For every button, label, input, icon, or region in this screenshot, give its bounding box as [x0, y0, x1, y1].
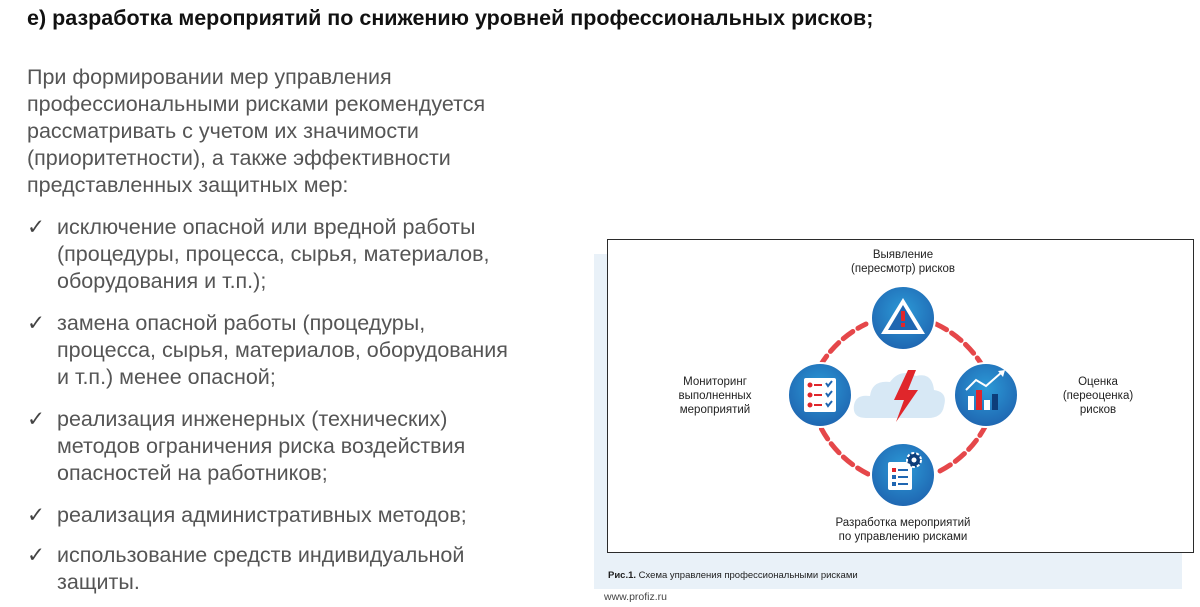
intro-paragraph: При формировании мер управления профессиональными рисками рекомендуется рассматривать с учетом их значимости (приоритетности), а также эффективности представленных защитных мер: — [27, 65, 486, 197]
arrow-left-top — [820, 324, 866, 366]
list-item — [27, 214, 597, 310]
caption-prefix: Рис.1. — [608, 570, 637, 581]
bar-chart-icon — [954, 363, 1018, 427]
arrow-right-bottom — [938, 425, 986, 472]
checkmark-icon: ✓ — [27, 311, 46, 335]
label-development: Разработка мероприятий по управлению рисками — [835, 517, 971, 543]
risk-management-diagram — [607, 239, 1194, 553]
lightning-cloud-icon — [854, 370, 945, 422]
section-heading: е) разработка мероприятий по снижению уровней профессиональных рисков; — [27, 6, 874, 30]
gear-checklist-icon — [871, 443, 935, 507]
arrow-bottom-left — [820, 426, 868, 474]
label-monitoring: Мониторинг выполненных мероприятий — [678, 376, 752, 416]
list-item-text: реализация инженерных (технических) методов ограничения риска воздействия опасностей на работников; — [57, 407, 466, 485]
list-item-text: исключение опасной или вредной работы (процедуры, процесса, сырья, материалов, оборудования и т.п.); — [57, 215, 490, 293]
list-item-text: использование средств индивидуальной защиты. — [57, 543, 465, 594]
checkmark-icon: ✓ — [27, 503, 46, 527]
website-link[interactable]: www.profiz.ru — [604, 591, 668, 603]
label-assessment: Оценка (переоценка) рисков — [1062, 376, 1134, 416]
checkmark-icon: ✓ — [27, 543, 46, 567]
list-item — [27, 310, 597, 406]
checklist-icon — [788, 363, 852, 427]
list-item — [27, 542, 597, 602]
list-item — [27, 406, 597, 502]
caption-text: Схема управления профессиональными рисками — [636, 570, 858, 581]
list-item-text: замена опасной работы (процедуры, процесса, сырья, материалов, оборудования и т.п.) менее опасной; — [57, 311, 508, 389]
checkmark-icon: ✓ — [27, 407, 46, 431]
list-item-text: реализация административных методов; — [57, 503, 467, 527]
list-item — [27, 502, 597, 542]
figure-caption — [608, 570, 858, 581]
label-identification: Выявление (пересмотр) рисков — [851, 249, 955, 275]
arrow-top-right — [936, 324, 982, 365]
checkmark-icon: ✓ — [27, 215, 46, 239]
measures-list — [27, 214, 597, 602]
warning-icon — [871, 286, 935, 350]
